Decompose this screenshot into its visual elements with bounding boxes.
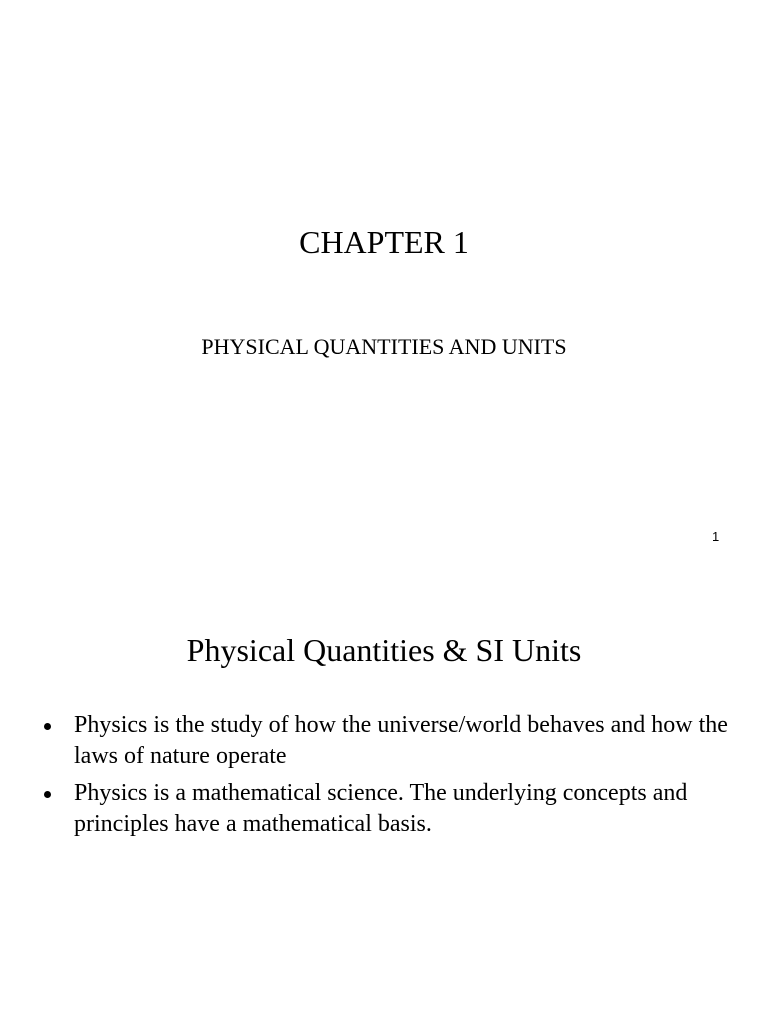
bullet-item — [40, 710, 740, 772]
slide-heading: Physical Quantities & SI Units — [186, 632, 582, 668]
content-slide — [0, 512, 768, 1024]
page-number: 1 — [712, 529, 720, 544]
bullet-item — [40, 778, 740, 840]
chapter-title: CHAPTER 1 — [299, 224, 469, 260]
bullet-icon — [44, 723, 51, 730]
bullet-icon — [44, 791, 51, 798]
bullet-text: Physics is a mathematical science. The underlying concepts and principles have a mathematical basis. — [74, 780, 688, 837]
chapter-subtitle: PHYSICAL QUANTITIES AND UNITS — [201, 334, 567, 359]
bullet-text: Physics is the study of how the universe/world behaves and how the laws of nature operate — [74, 712, 728, 769]
bullet-list — [40, 710, 740, 846]
